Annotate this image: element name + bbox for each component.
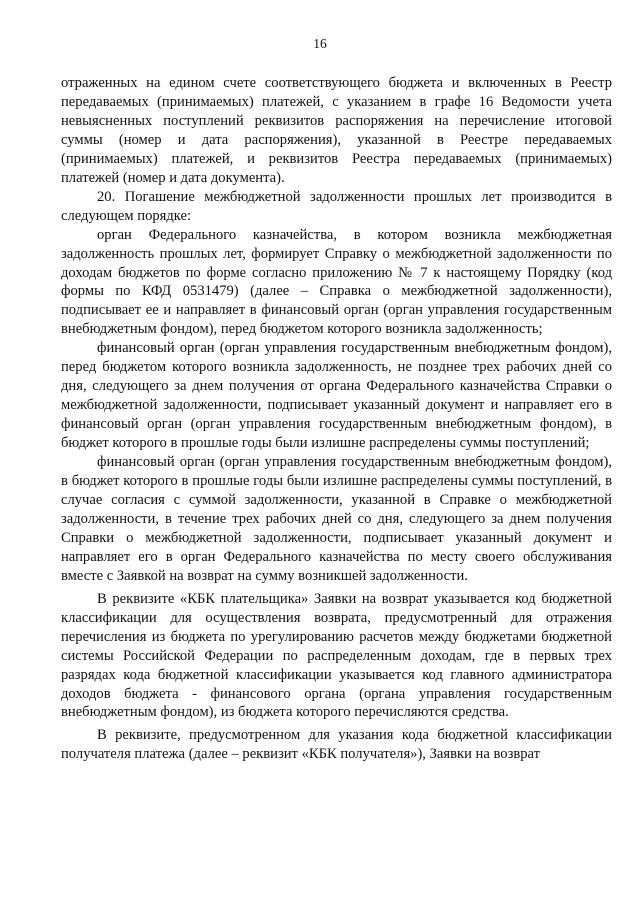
paragraph-item-20: 20. Погашение межбюджетной задолженности прошлых лет производится в следующем порядке: [61,188,612,224]
paragraph-kbk-payer: В реквизите «КБК плательщика» Заявки на возврат указывается код бюджетной классификации для осуществления возврата, предусмотренный для отражения перечисления из бюджета по урегулированию расчетов между бюджетами бюджетной системы Российской Федерации по распределенным доходам, где в первых трех разрядах кода бюджетной классификации указывается код главного администратора доходов бюджета - финансового органа (органа управления государственным внебюджетным фондом), из бюджета которого перечисляются средства. [61,590,612,721]
document-body [61,74,612,764]
paragraph-kbk-recipient: В реквизите, предусмотренном для указания кода бюджетной классификации получателя платежа (далее – реквизит «КБК получателя»), Заявки на возврат [61,727,612,763]
paragraph-financial-body-creditor: финансовый орган (орган управления государственным внебюджетным фондом), в бюджет которого в прошлые годы были излишне распределены суммы поступлений, в случае согласия с суммой задолженности, указанной в Справке о межбюджетной задолженности, в течение трех рабочих дней со дня, следующего за днем получения Справки о межбюджетной задолженности, подписывает указанный документ и направляет его в орган Федерального казначейства по месту своего обслуживания вместе с Заявкой на возврат на сумму возникшей задолженности. [61,454,612,584]
paragraph-continuation: отраженных на едином счете соответствующего бюджета и включенных в Реестр передаваемых (принимаемых) платежей, с указанием в графе 16 Ведомости учета невыясненных поступлений реквизитов распоряжения на перечисление итоговой суммы (номер и дата распоряжения), указанной в Реестре передаваемых (принимаемых) платежей, и реквизитов Реестра передаваемых (принимаемых) платежей (номер и дата документа). [61,75,612,186]
page-number: 16 [313,36,327,51]
paragraph-financial-body-debtor: финансовый орган (орган управления государственным внебюджетным фондом), перед бюджетом которого возникла задолженность, не позднее трех рабочих дней со дня, следующего за днем получения от органа Федерального казначейства Справки о межбюджетной задолженности, подписывает указанный документ и направляет его в финансовый орган (орган управления государственным внебюджетным фондом), в бюджет которого в прошлые годы были излишне распределены суммы поступлений; [61,340,612,452]
paragraph-treasury-body: орган Федерального казначейства, в котором возникла межбюджетная задолженность прошлых лет, формирует Справку о межбюджетной задолженности по доходам бюджетов по форме согласно приложению № 7 к настоящему Порядку (код формы по КФД 0531479) (далее – Справка о межбюджетной задолженности), подписывает ее и направляет в финансовый орган (орган управления государственным внебюджетным фондом), перед бюджетом которого возникла задолженность; [61,226,612,338]
